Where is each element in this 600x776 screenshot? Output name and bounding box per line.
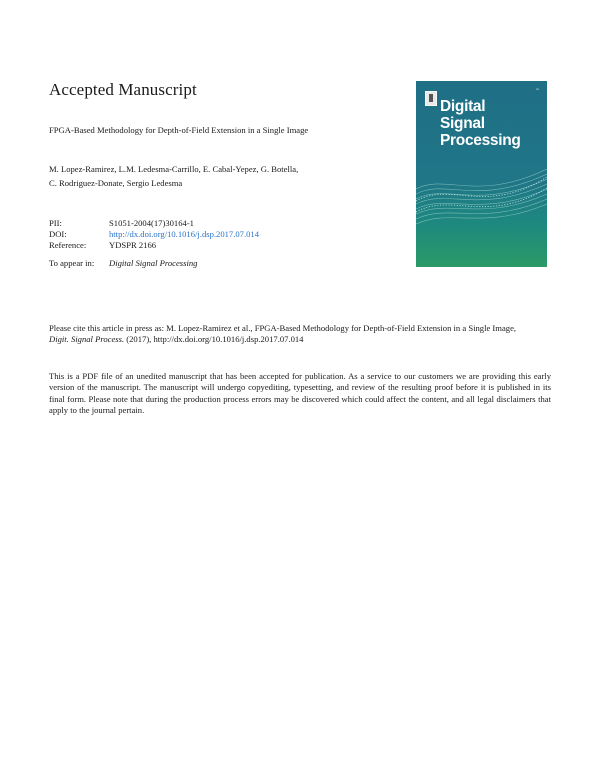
journal-name: Digital Signal Processing — [109, 258, 198, 268]
cover-small-print: ▪▪▪ — [535, 87, 539, 91]
page-heading: Accepted Manuscript — [49, 80, 197, 99]
pii-value: S1051-2004(17)30164-1 — [109, 218, 194, 228]
reference-value: YDSPR 2166 — [109, 240, 157, 250]
article-title: FPGA-Based Methodology for Depth-of-Field Extension in a Single Image — [49, 125, 309, 135]
cover-title-line-2: Signal — [440, 115, 485, 132]
doi-row — [49, 229, 259, 240]
reference-row — [49, 240, 259, 251]
citation-doi-text: (2017), http://dx.doi.org/10.1016/j.dsp.2017.07.014 — [124, 334, 304, 345]
author-line-2: C. Rodriguez-Donate, Sergio Ledesma — [49, 178, 183, 188]
cover-title-line-3: Processing — [440, 132, 521, 149]
doi-link[interactable]: http://dx.doi.org/10.1016/j.dsp.2017.07.014 — [109, 229, 260, 239]
author-line-1: M. Lopez-Ramirez, L.M. Ledesma-Carrillo, E. Cabal-Yepez, G. Botella, — [49, 164, 299, 174]
author-list — [49, 162, 298, 190]
manuscript-metadata — [49, 218, 259, 269]
journal-cover-image — [416, 81, 547, 267]
citation-journal: Digit. Signal Process. — [49, 334, 125, 345]
reference-label: Reference: — [49, 240, 87, 250]
appear-in-row — [49, 258, 259, 269]
cover-title-line-1: Digital — [440, 98, 486, 115]
publisher-logo-icon — [425, 91, 437, 106]
pii-row — [49, 218, 259, 229]
appear-in-label: To appear in: — [49, 258, 95, 268]
cover-journal-title — [440, 98, 521, 149]
pii-label: PII: — [49, 218, 62, 228]
manuscript-notice: This is a PDF file of an unedited manuscript that has been accepted for publication. As a service to our customers we are providing this early version of the manuscript. The manuscript will undergo copyediting, typesetting, and review of the resulting proof before it is published in its final form. Please note that during the production process errors may be discovered which could affect the content, and all legal disclaimers that apply to the journal pertain. — [49, 371, 551, 415]
citation-text: Please cite this article in press as: M. Lopez-Ramirez et al., FPGA-Based Methodology for Depth-of-Field Extension in a Single Image, — [49, 323, 517, 333]
citation-paragraph — [49, 323, 551, 346]
doi-label: DOI: — [49, 229, 67, 239]
